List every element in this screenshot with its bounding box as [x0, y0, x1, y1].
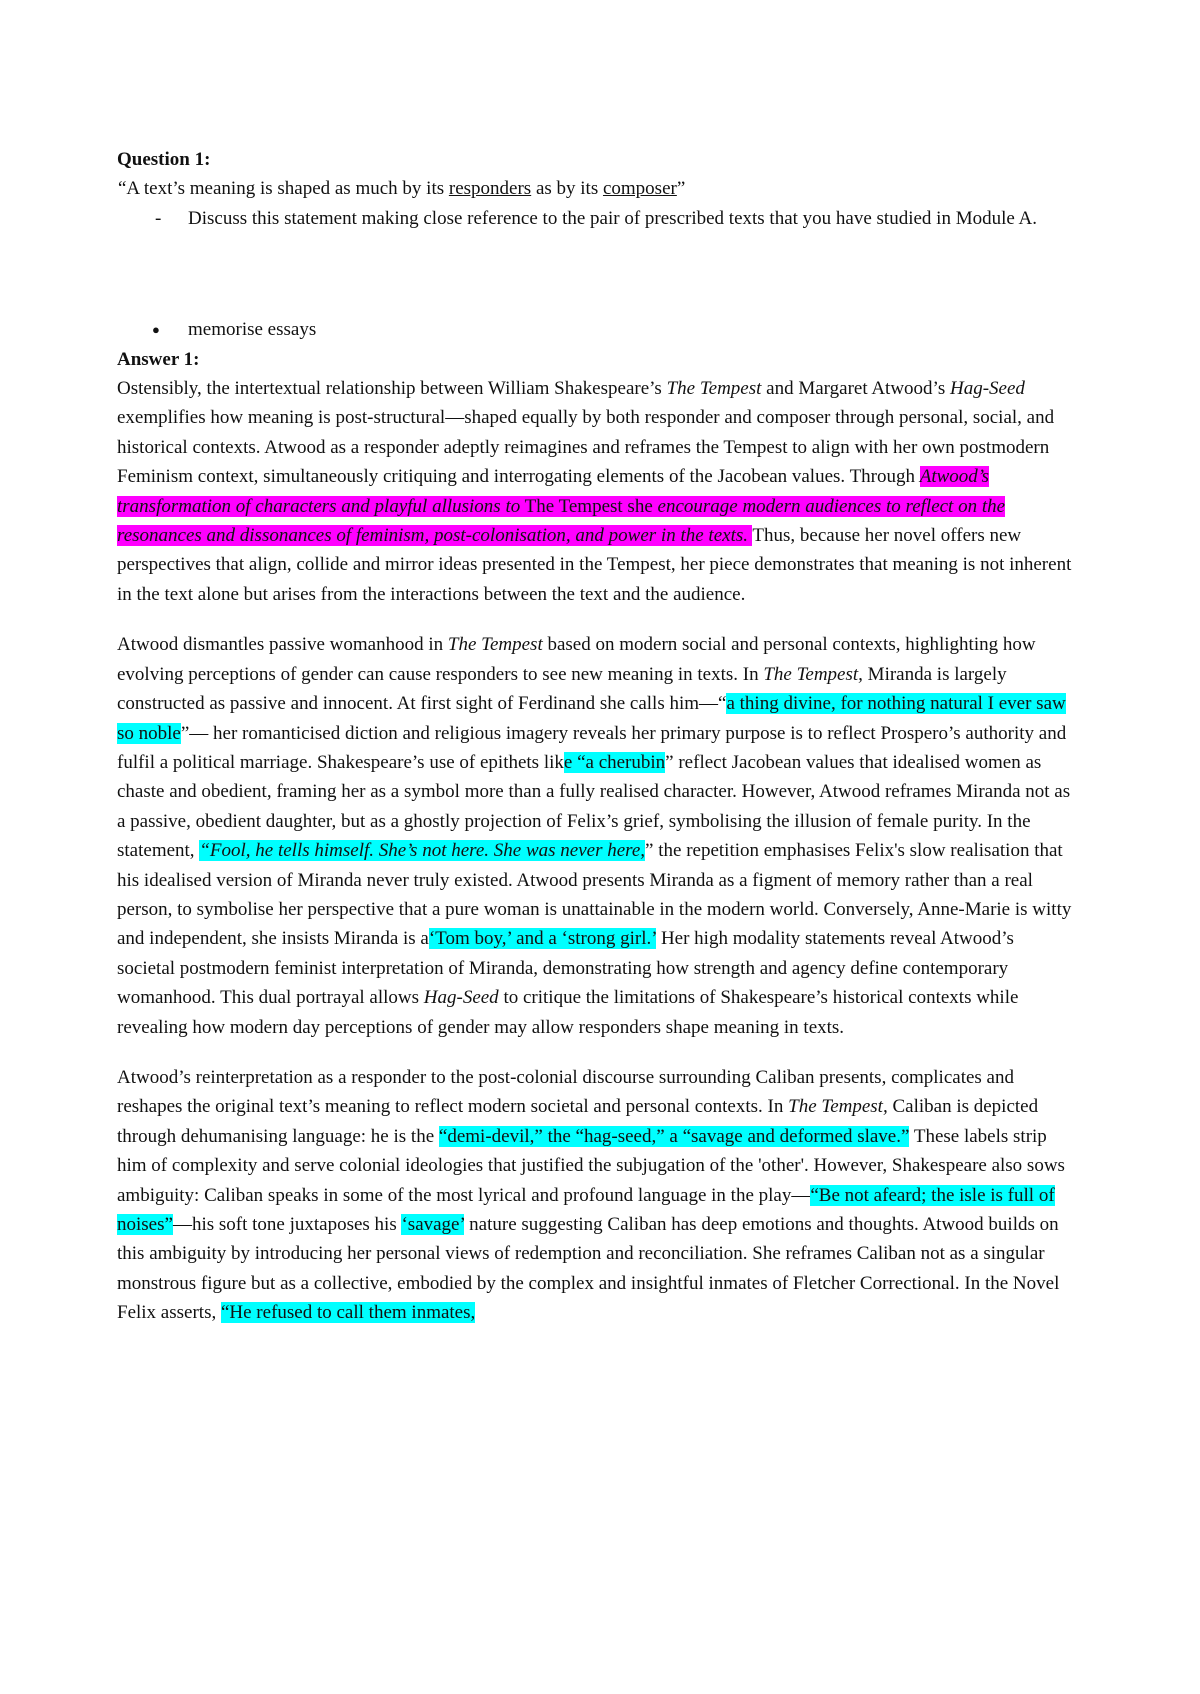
title-the-tempest: The Tempest, [788, 1096, 888, 1118]
magenta-highlight: The Tempest she [520, 495, 658, 517]
answer-paragraph-2: Atwood dismantles passive womanhood in The Tempest based on modern social and personal contexts, highlighting how evolving perceptions of gender can cause responders to see new meaning in texts. In The Tempest, Miranda is largely constructed as passive and innocent. At first sight of Ferdinand she calls him—“a thing divine, for nothing natural I ever saw so noble”— her romanticised diction and religious imagery reveals her primary purpose is to reflect Prospero’s authority and fulfil a political marriage. Shakespeare’s use of epithets like “a cherubin” reflect Jacobean values that idealised women as chaste and obedient, framing her as a symbol more than a fully realised character. However, Atwood reframes Miranda not as a passive, obedient daughter, but as a ghostly projection of Felix’s grief, symbolising the illusion of female purity. In the statement, “Fool, he tells himself. She’s not here. She was never here,” the repetition emphasises Felix's slow realisation that his idealised version of Miranda never truly existed. Atwood presents Miranda as a figment of memory rather than a real person, to symbolise her perspective that a pure woman is unattainable in the modern world. Conversely, Anne-Marie is witty and independent, she insists Miranda is a‘Tom boy,’ and a ‘strong girl.’ Her high modality statements reveal Atwood’s societal postmodern feminist interpretation of Miranda, demonstrating how strength and agency define contemporary womanhood. This dual portrayal allows Hag-Seed to critique the limitations of Shakespeare’s historical contexts while revealing how modern day perceptions of gender may allow responders shape meaning in texts. [117, 634, 1072, 1038]
question-quote: “A text’s meaning is shaped as much by its responders as by its composer” [118, 178, 686, 200]
cyan-highlight: “Fool, he tells himself. She’s not here. She was never here, [199, 840, 646, 862]
bullet-dot-icon: ● [152, 322, 160, 338]
title-hag-seed: Hag-Seed [423, 987, 499, 1009]
magenta-highlight: Atwood’s transformation of characters and playful allusions to [117, 466, 990, 517]
cyan-highlight: ‘savage’ [401, 1214, 465, 1235]
dash-marker: - [155, 207, 162, 229]
title-the-tempest: The Tempest [447, 634, 543, 656]
title-hag-seed: Hag-Seed [949, 378, 1025, 400]
bullet-text: memorise essays [188, 319, 317, 341]
cyan-highlight: “demi-devil,” the “hag-seed,” a “savage and deformed slave.” [438, 1125, 910, 1147]
bullet-item [117, 315, 1074, 344]
answer-heading: Answer 1: [117, 348, 200, 370]
cyan-highlight: ‘Tom boy,’ and a ‘strong girl.’ [428, 928, 657, 950]
title-the-tempest: The Tempest [666, 378, 762, 400]
question-instruction: Discuss this statement making close reference to the pair of prescribed texts that you have studied in Module A. [188, 207, 1037, 229]
cyan-highlight: “He refused to call them inmates, [220, 1302, 476, 1324]
answer-paragraph-1: Ostensibly, the intertextual relationship between William Shakespeare’s The Tempest and Margaret Atwood’s Hag-Seed exemplifies how meaning is post-structural—shaped equally by both responder and composer through personal, social, and historical contexts. Atwood as a responder adeptly reimagines and reframes the Tempest to align with her own postmodern Feminism context, simultaneously critiquing and interrogating elements of the Jacobean values. Through Atwood’s transformation of characters and playful allusions to The Tempest she encourage modern audiences to reflect on the resonances and dissonances of feminism, post-colonisation, and power in the texts. Thus, because her novel offers new perspectives that align, collide and mirror ideas presented in the Tempest, her piece demonstrates that meaning is not inherent in the text alone but arises from the interactions between the text and the audience. [117, 378, 1072, 605]
cyan-highlight: e “a cherubin [563, 751, 666, 773]
question-heading: Question 1: [117, 149, 211, 170]
underlined-composer: composer [602, 178, 677, 200]
magenta-highlight: encourage modern audiences to reflect on the resonances and dissonances of feminism, post-colonisation, and power in the texts. [117, 495, 1006, 547]
title-the-tempest: The Tempest, [763, 663, 863, 685]
answer-paragraph-3: Atwood’s reinterpretation as a responder to the post-colonial discourse surrounding Caliban presents, complicates and reshapes the original text’s meaning to reflect modern societal and personal contexts. In The Tempest, Caliban is depicted through dehumanising language: he is the “demi-devil,” the “hag-seed,” a “savage and deformed slave.” These labels strip him of complexity and serve colonial ideologies that justified the subjugation of the 'other'. However, Shakespeare also sows ambiguity: Caliban speaks in some of the most lyrical and profound language in the play—“Be not afeard; the isle is full of noises”—his soft tone juxtaposes his ‘savage’ nature suggesting Caliban has deep emotions and thoughts. Atwood builds on this ambiguity by introducing her personal views of redemption and reconciliation. She reframes Caliban not as a singular monstrous figure but as a collective, embodied by the complex and insightful inmates of Fletcher Correctional. In the Novel Felix asserts, “He refused to call them inmates, [117, 1066, 1065, 1324]
question-instruction-item [117, 204, 1074, 233]
cyan-highlight: “Be not afeard; the isle is full of noises” [117, 1184, 1055, 1235]
cyan-highlight: a thing divine, for nothing natural I ever saw so noble [117, 693, 1066, 744]
underlined-responders: responders [448, 178, 532, 200]
